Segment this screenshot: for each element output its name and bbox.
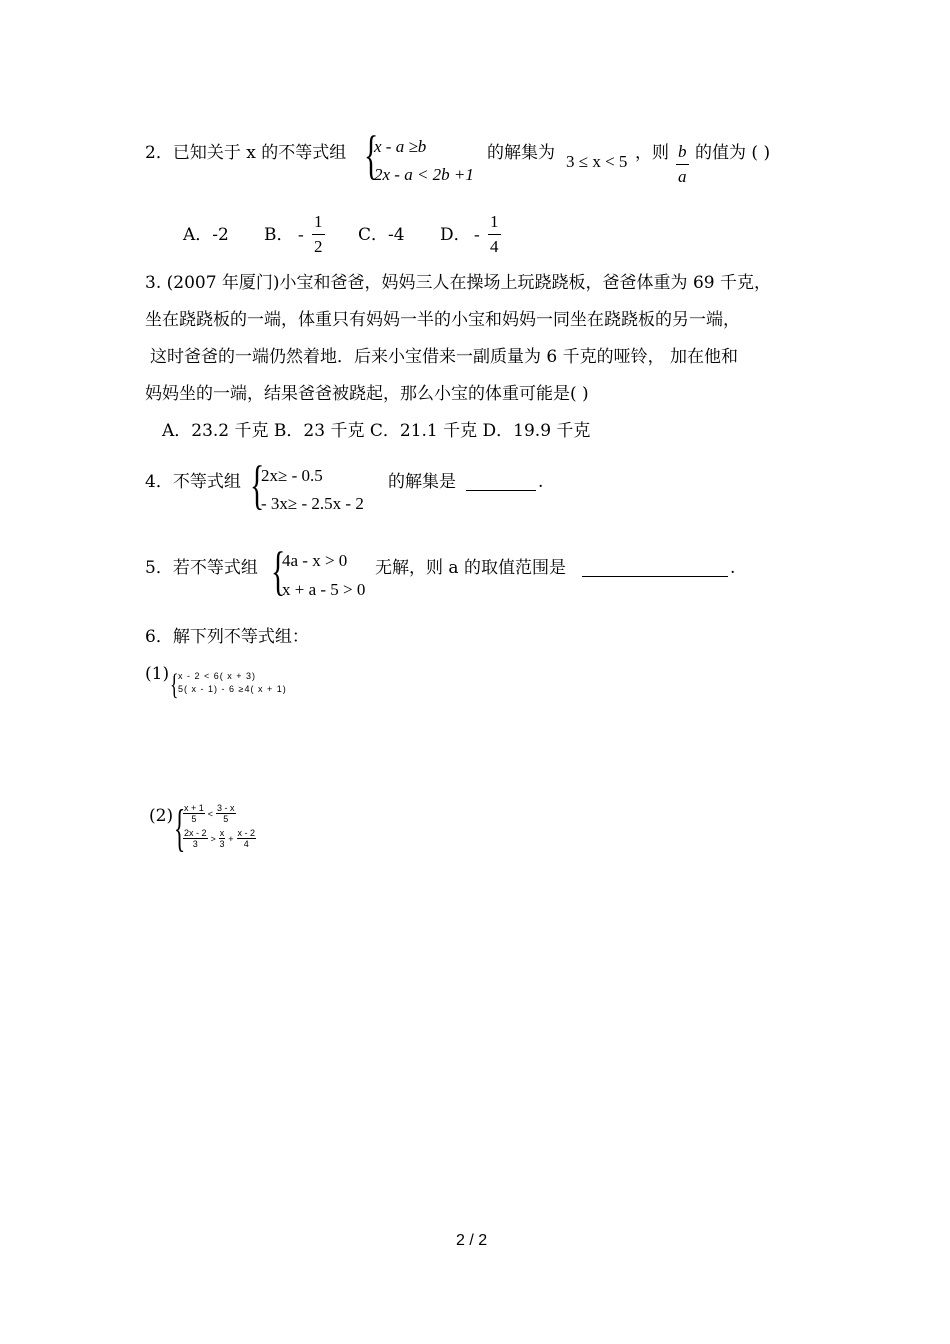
q6-p2-l1-d1: 5	[191, 814, 197, 824]
q5-answer-blank[interactable]	[582, 560, 728, 577]
q6-p2-l2-frac2	[219, 828, 226, 849]
q6-title: 6．解下列不等式组：	[145, 627, 309, 647]
q3-line4: 妈妈坐的一端，结果爸爸被跷起，那么小宝的体重可能是( )	[145, 384, 589, 404]
q6-p2-l2-frac1	[183, 828, 208, 849]
q6-p2-l2-d3: 4	[243, 839, 249, 849]
q4-tail: 的解集是	[388, 472, 456, 492]
q6-part1-line2: 5( x - 1) - 6 ≥4( x + 1)	[178, 684, 287, 694]
q6-p2-l2-op: >	[210, 833, 216, 844]
q3-line1: 3. (2007 年厦门)小宝和爸爸，妈妈三人在操场上玩跷跷板，爸爸体重为 69 千克，	[145, 273, 771, 293]
q6-p2-l1-frac2	[216, 803, 236, 824]
q2-brace: {	[364, 125, 379, 185]
q6-p2-l2-n2: x	[219, 828, 225, 838]
q2-option-d-sign: -	[474, 225, 480, 244]
q5-sys-line2: x + a - 5 > 0	[282, 580, 366, 599]
q6-p2-l2-d1: 3	[192, 839, 198, 849]
q5-tail: 无解，则 a 的取值范围是	[375, 558, 566, 578]
q2-tail: 的值为 ( )	[695, 143, 771, 163]
q2-then: ，则	[635, 143, 669, 163]
q6-part1-line1: x - 2 < 6( x + 3)	[178, 671, 257, 681]
q2-range: 3 ≤ x < 5	[566, 152, 628, 171]
q6-p2-l1-op: <	[207, 808, 214, 819]
q6-p2-l2-plus: +	[228, 833, 234, 844]
q4-end: .	[538, 472, 544, 492]
q5-intro: 5．若不等式组	[145, 558, 258, 578]
q3-line2: 坐在跷跷板的一端，体重只有妈妈一半的小宝和妈妈一同坐在跷跷板的另一端，	[145, 310, 740, 330]
q2-option-a: A．-2	[183, 225, 229, 245]
q2-mid: 的解集为	[487, 143, 555, 163]
q6-p2-l1-frac1	[183, 803, 205, 824]
q2-sys-line2: 2x - a < 2b +1	[374, 165, 474, 184]
q6-p2-l2-n1: 2x - 2	[184, 828, 207, 838]
q2-option-b-frac	[312, 210, 325, 259]
q6-p2-l2-n3: x - 2	[237, 828, 256, 838]
q4-sys-line2: - 3x≥ - 2.5x - 2	[261, 494, 364, 513]
q3-line3: 这时爸爸的一端仍然着地．后来小宝借来一副质量为 6 千克的哑铃， 加在他和	[150, 347, 739, 367]
q4-brace: {	[250, 455, 265, 515]
q2-sys-line1: x - a ≥b	[374, 137, 427, 156]
q4-sys-line1: 2x≥ - 0.5	[261, 466, 323, 485]
q2-option-d-den: 4	[490, 237, 499, 256]
q2-option-d-num: 1	[488, 210, 501, 235]
page-number: 2 / 2	[456, 1232, 488, 1249]
q6-p2-l2-frac3	[237, 828, 257, 849]
q5-end: .	[730, 558, 736, 578]
q6-p2-l1-n1: x + 1	[184, 803, 204, 813]
q2-frac-den: a	[678, 167, 687, 186]
q6-part2-label: (2)	[149, 806, 174, 826]
q6-p2-l1-n2: 3 - x	[217, 803, 235, 813]
q2-option-c: C．-4	[358, 225, 405, 245]
q6-part1-brace: {	[170, 668, 179, 701]
q2-option-d-frac	[488, 210, 501, 259]
q2-option-b-num: 1	[312, 210, 325, 235]
q2-fraction	[676, 140, 689, 189]
q2-frac-num: b	[676, 140, 689, 165]
q2-option-b-den: 2	[314, 237, 323, 256]
q6-part2-line1	[183, 803, 236, 824]
q6-part2-brace: {	[174, 800, 186, 857]
q2-option-d-label: D．	[440, 225, 471, 245]
q6-p2-l2-d2: 3	[219, 839, 225, 849]
q2-option-b-label: B．	[264, 225, 294, 245]
q6-part2-line2	[183, 828, 256, 849]
q6-part1-label: (1)	[145, 664, 170, 684]
q4-answer-blank[interactable]	[466, 474, 536, 491]
q6-p2-l1-d2: 5	[223, 814, 229, 824]
q5-sys-line1: 4a - x > 0	[282, 551, 348, 570]
q5-brace: {	[271, 541, 286, 601]
q4-intro: 4．不等式组	[145, 472, 241, 492]
q3-options: A．23.2 千克 B．23 千克 C．21.1 千克 D．19.9 千克	[162, 421, 591, 441]
q2-intro: 2．已知关于 x 的不等式组	[145, 143, 347, 163]
q2-option-b-sign: -	[298, 225, 304, 244]
